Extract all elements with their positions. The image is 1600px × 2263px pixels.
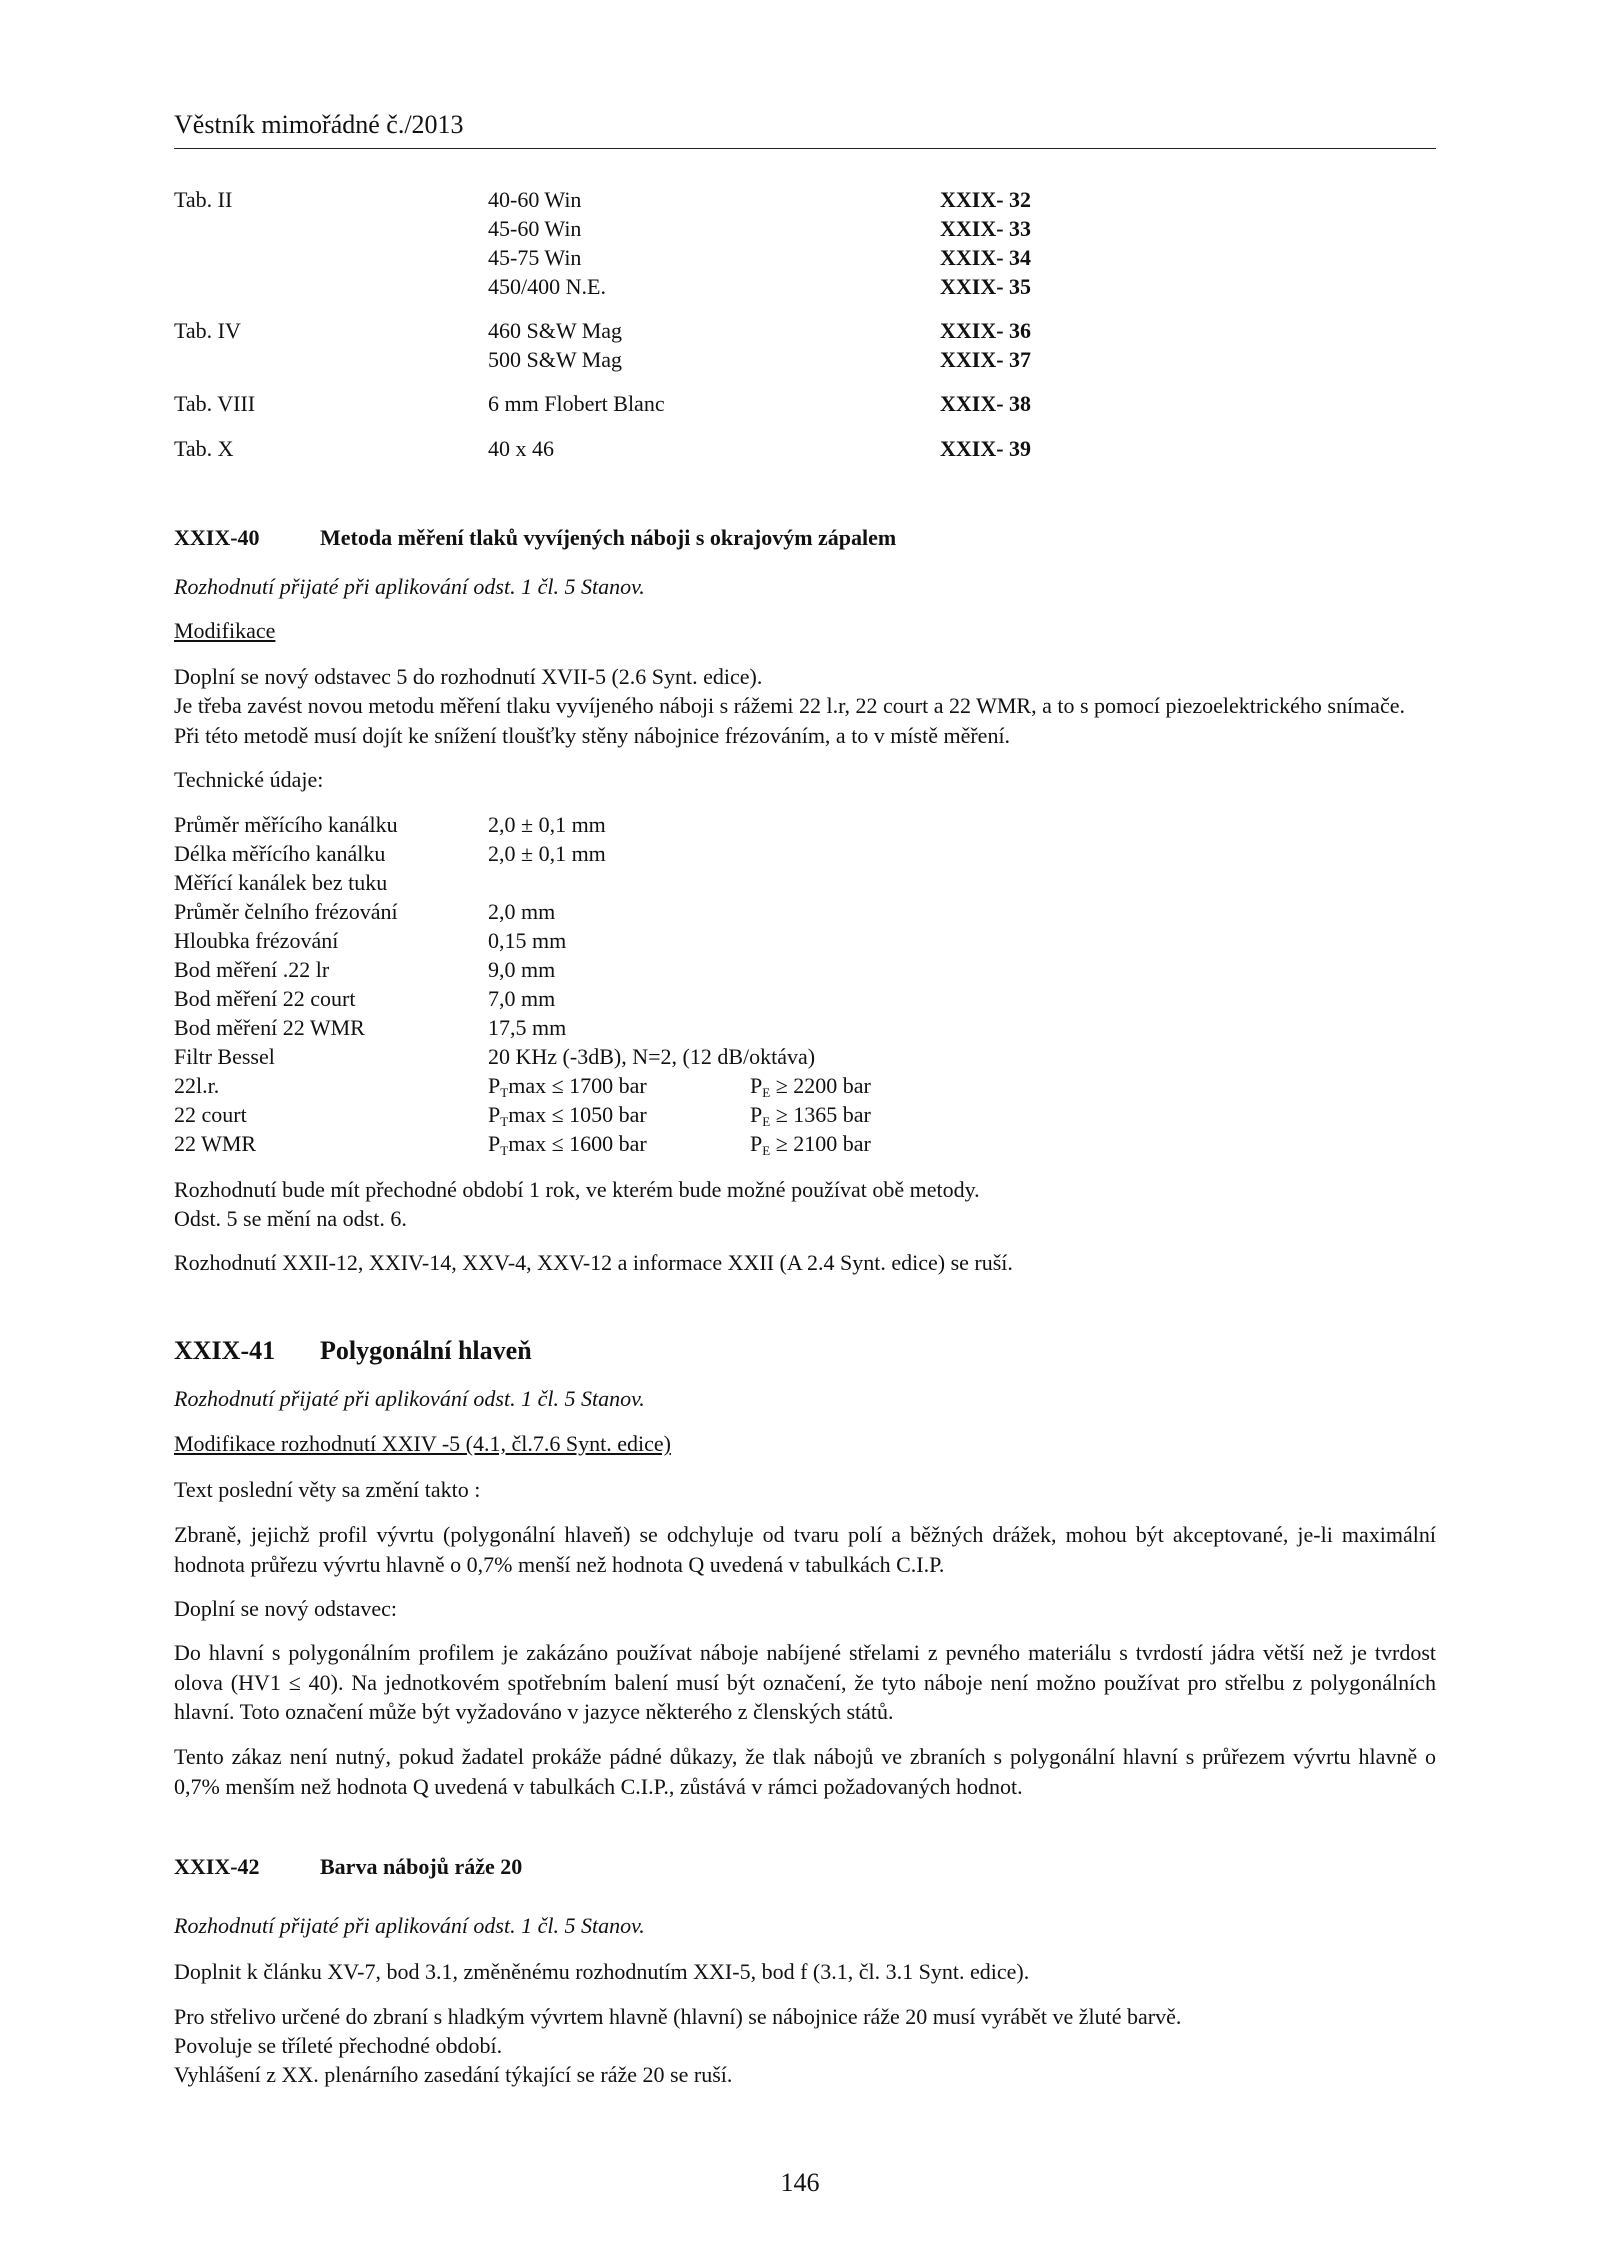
tech-label: Průměr měřícího kanálku: [174, 812, 398, 837]
tech-row: [174, 1015, 1436, 1044]
decision-note: Rozhodnutí přijaté při aplikování odst. 1 čl. 5 Stanov.: [174, 1386, 645, 1411]
toc-ref: XXIX- 38: [940, 391, 1032, 416]
pt-value: max ≤ 1700 bar: [508, 1073, 647, 1098]
decision-note: Rozhodnutí přijaté při aplikování odst. 1 čl. 5 Stanov.: [174, 574, 645, 599]
toc-ref: XXIX- 36: [940, 318, 1032, 343]
toc-item: 40-60 Win: [488, 187, 582, 212]
paragraph: Do hlavní s polygonálním profilem je zakázáno používat náboje nabíjené střelami z pevného materiálu s tvrdostí jádra větší než je tvrdost olova (HV1 ≤ 40). Na jednotkovém spotřebním balení musí být označení, že tyto náboje není možno používat pro střelbu z polygonálních hlavní. Toto označení může být vyžadováno v jazyce některého z členských států.: [174, 1640, 1436, 1724]
modification-heading: Modifikace: [174, 618, 276, 643]
toc-row: [174, 245, 1436, 274]
pe-min: [750, 1131, 871, 1159]
section-title: Metoda měření tlaků vyvíjených náboji s okrajovým zápalem: [320, 525, 897, 550]
paragraph: Tento zákaz není nutný, pokud žadatel prokáže pádné důkazy, že tlak nábojů ve zbraních s polygonální hlavní s průřezem vývrtu hlavně o 0,7% menším než hodnota Q uvedená v tabulkách C.I.P., zůstává v rámci požadovaných hodnot.: [174, 1744, 1436, 1799]
pe-symbol: P: [750, 1073, 763, 1098]
pressure-row: [174, 1131, 1436, 1160]
paragraph: Zbraně, jejichž profil vývrtu (polygonální hlaveň) se odchyluje od tvaru polí a běžných drážek, mohou být akceptované, je-li maximální hodnota průřezu vývrtu hlavně o 0,7% menší než hodnota Q uvedená v tabulkách C.I.P.: [174, 1522, 1436, 1577]
pe-value: ≥ 2200 bar: [770, 1073, 871, 1098]
tech-row: [174, 928, 1436, 957]
paragraph: Doplní se nový odstavec 5 do rozhodnutí XVII-5 (2.6 Synt. edice).: [174, 664, 763, 689]
section-number: XXIX-42: [174, 1854, 260, 1879]
tech-value: 9,0 mm: [488, 957, 556, 982]
toc-row: [174, 274, 1436, 303]
page-number: 146: [780, 2168, 820, 2197]
tech-row: [174, 841, 1436, 870]
section-title: Barva nábojů ráže 20: [320, 1854, 523, 1879]
toc-ref: XXIX- 35: [940, 274, 1032, 299]
toc-item: 45-75 Win: [488, 245, 582, 270]
pt-symbol: P: [488, 1073, 501, 1098]
toc-ref: XXIX- 34: [940, 245, 1032, 270]
section-heading: [174, 1854, 1436, 1883]
toc-row: [174, 187, 1436, 216]
modification-heading: Modifikace rozhodnutí XXIV -5 (4.1, čl.7.6 Synt. edice): [174, 1431, 671, 1456]
tech-value: 2,0 ± 0,1 mm: [488, 812, 606, 837]
pressure-label: 22 WMR: [174, 1131, 257, 1156]
tech-row: [174, 1044, 1436, 1073]
tech-label: Bod měření 22 WMR: [174, 1015, 365, 1040]
tech-row: [174, 986, 1436, 1015]
tech-value: 17,5 mm: [488, 1015, 567, 1040]
tech-label: Hloubka frézování: [174, 928, 339, 953]
paragraph: Povoluje se tříleté přechodné období.: [174, 2033, 503, 2058]
pe-min: [750, 1102, 871, 1130]
section-title: Polygonální hlaveň: [320, 1336, 532, 1365]
pressure-row: [174, 1073, 1436, 1102]
toc-tab: Tab. X: [174, 436, 234, 461]
pe-value: ≥ 2100 bar: [770, 1131, 871, 1156]
tech-row: [174, 957, 1436, 986]
decision-note: Rozhodnutí přijaté při aplikování odst. 1 čl. 5 Stanov.: [174, 1913, 645, 1938]
toc-item: 500 S&W Mag: [488, 347, 623, 372]
tech-label: Délka měřícího kanálku: [174, 841, 386, 866]
pe-subscript: E: [762, 1114, 771, 1129]
section-heading: [174, 1336, 1436, 1370]
pt-value: max ≤ 1600 bar: [508, 1131, 647, 1156]
paragraph: Odst. 5 se mění na odst. 6.: [174, 1206, 407, 1231]
toc-item: 450/400 N.E.: [488, 274, 606, 299]
pt-subscript: T: [500, 1114, 509, 1129]
toc-item: 6 mm Flobert Blanc: [488, 391, 665, 416]
section-number: XXIX-40: [174, 525, 260, 550]
toc-row: [174, 436, 1436, 465]
pt-subscript: T: [500, 1085, 509, 1100]
paragraph: Doplnit k článku XV-7, bod 3.1, změněnému rozhodnutím XXI-5, bod f (3.1, čl. 3.1 Synt. edice).: [174, 1959, 1030, 1984]
toc-ref: XXIX- 33: [940, 216, 1032, 241]
toc-ref: XXIX- 32: [940, 187, 1032, 212]
tech-label: Měřící kanálek bez tuku: [174, 870, 388, 895]
pt-max: [488, 1073, 647, 1101]
pt-max: [488, 1102, 647, 1130]
pressure-row: [174, 1102, 1436, 1131]
tech-value: 2,0 mm: [488, 899, 556, 924]
toc-row: [174, 216, 1436, 245]
toc-tab: Tab. VIII: [174, 391, 256, 416]
tech-label: Průměr čelního frézování: [174, 899, 398, 924]
tech-row: [174, 812, 1436, 841]
tech-value: 0,15 mm: [488, 928, 567, 953]
pe-symbol: P: [750, 1102, 763, 1127]
pressure-label: 22l.r.: [174, 1073, 220, 1098]
toc-item: 460 S&W Mag: [488, 318, 623, 343]
pressure-label: 22 court: [174, 1102, 247, 1127]
pe-subscript: E: [762, 1143, 771, 1158]
toc-ref: XXIX- 37: [940, 347, 1032, 372]
running-header: [174, 110, 1436, 149]
toc-row: [174, 391, 1436, 420]
pt-max: [488, 1131, 647, 1159]
tech-value: 20 KHz (-3dB), N=2, (12 dB/oktáva): [488, 1044, 816, 1069]
paragraph: Pro střelivo určené do zbraní s hladkým vývrtem hlavně (hlavní) se nábojnice ráže 20 musí vyrábět ve žluté barvě.: [174, 2004, 1182, 2029]
tech-label: Bod měření .22 lr: [174, 957, 330, 982]
paragraph: Vyhlášení z XX. plenárního zasedání týkající se ráže 20 se ruší.: [174, 2062, 733, 2087]
toc-item: 40 x 46: [488, 436, 554, 461]
toc-ref: XXIX- 39: [940, 436, 1032, 461]
pt-value: max ≤ 1050 bar: [508, 1102, 647, 1127]
toc-row: [174, 318, 1436, 347]
toc-row: [174, 347, 1436, 376]
tech-row: [174, 870, 1436, 899]
paragraph: Rozhodnutí bude mít přechodné období 1 rok, ve kterém bude možné používat obě metody.: [174, 1177, 980, 1202]
tech-label: Filtr Bessel: [174, 1044, 275, 1069]
tech-label: Bod měření 22 court: [174, 986, 356, 1011]
pe-value: ≥ 1365 bar: [770, 1102, 871, 1127]
pt-subscript: T: [500, 1143, 509, 1158]
tech-value: 7,0 mm: [488, 986, 556, 1011]
toc-item: 45-60 Win: [488, 216, 582, 241]
tech-value: 2,0 ± 0,1 mm: [488, 841, 606, 866]
toc-tab: Tab. II: [174, 187, 233, 212]
pt-symbol: P: [488, 1102, 501, 1127]
toc-tab: Tab. IV: [174, 318, 241, 343]
paragraph: Je třeba zavést novou metodu měření tlaku vyvíjeného náboji s rážemi 22 l.r, 22 court a 22 WMR, a to s pomocí piezoelektrického snímače. Při této metodě musí dojít ke snížení tloušťky stěny nábojnice frézováním, a to v místě měření.: [174, 693, 1405, 748]
pt-symbol: P: [488, 1131, 501, 1156]
section-heading: [174, 525, 1436, 554]
paragraph: Rozhodnutí XXII-12, XXIV-14, XXV-4, XXV-12 a informace XXII (A 2.4 Synt. edice) se ruší.: [174, 1250, 1013, 1275]
paragraph: Doplní se nový odstavec:: [174, 1596, 398, 1621]
pe-subscript: E: [762, 1085, 771, 1100]
header-title: Věstník mimořádné č./2013: [174, 110, 464, 139]
section-number: XXIX-41: [174, 1336, 276, 1365]
tech-row: [174, 899, 1436, 928]
pe-symbol: P: [750, 1131, 763, 1156]
paragraph: Text poslední věty sa změní takto :: [174, 1477, 481, 1502]
pe-min: [750, 1073, 871, 1101]
tech-data-label: Technické údaje:: [174, 767, 324, 792]
